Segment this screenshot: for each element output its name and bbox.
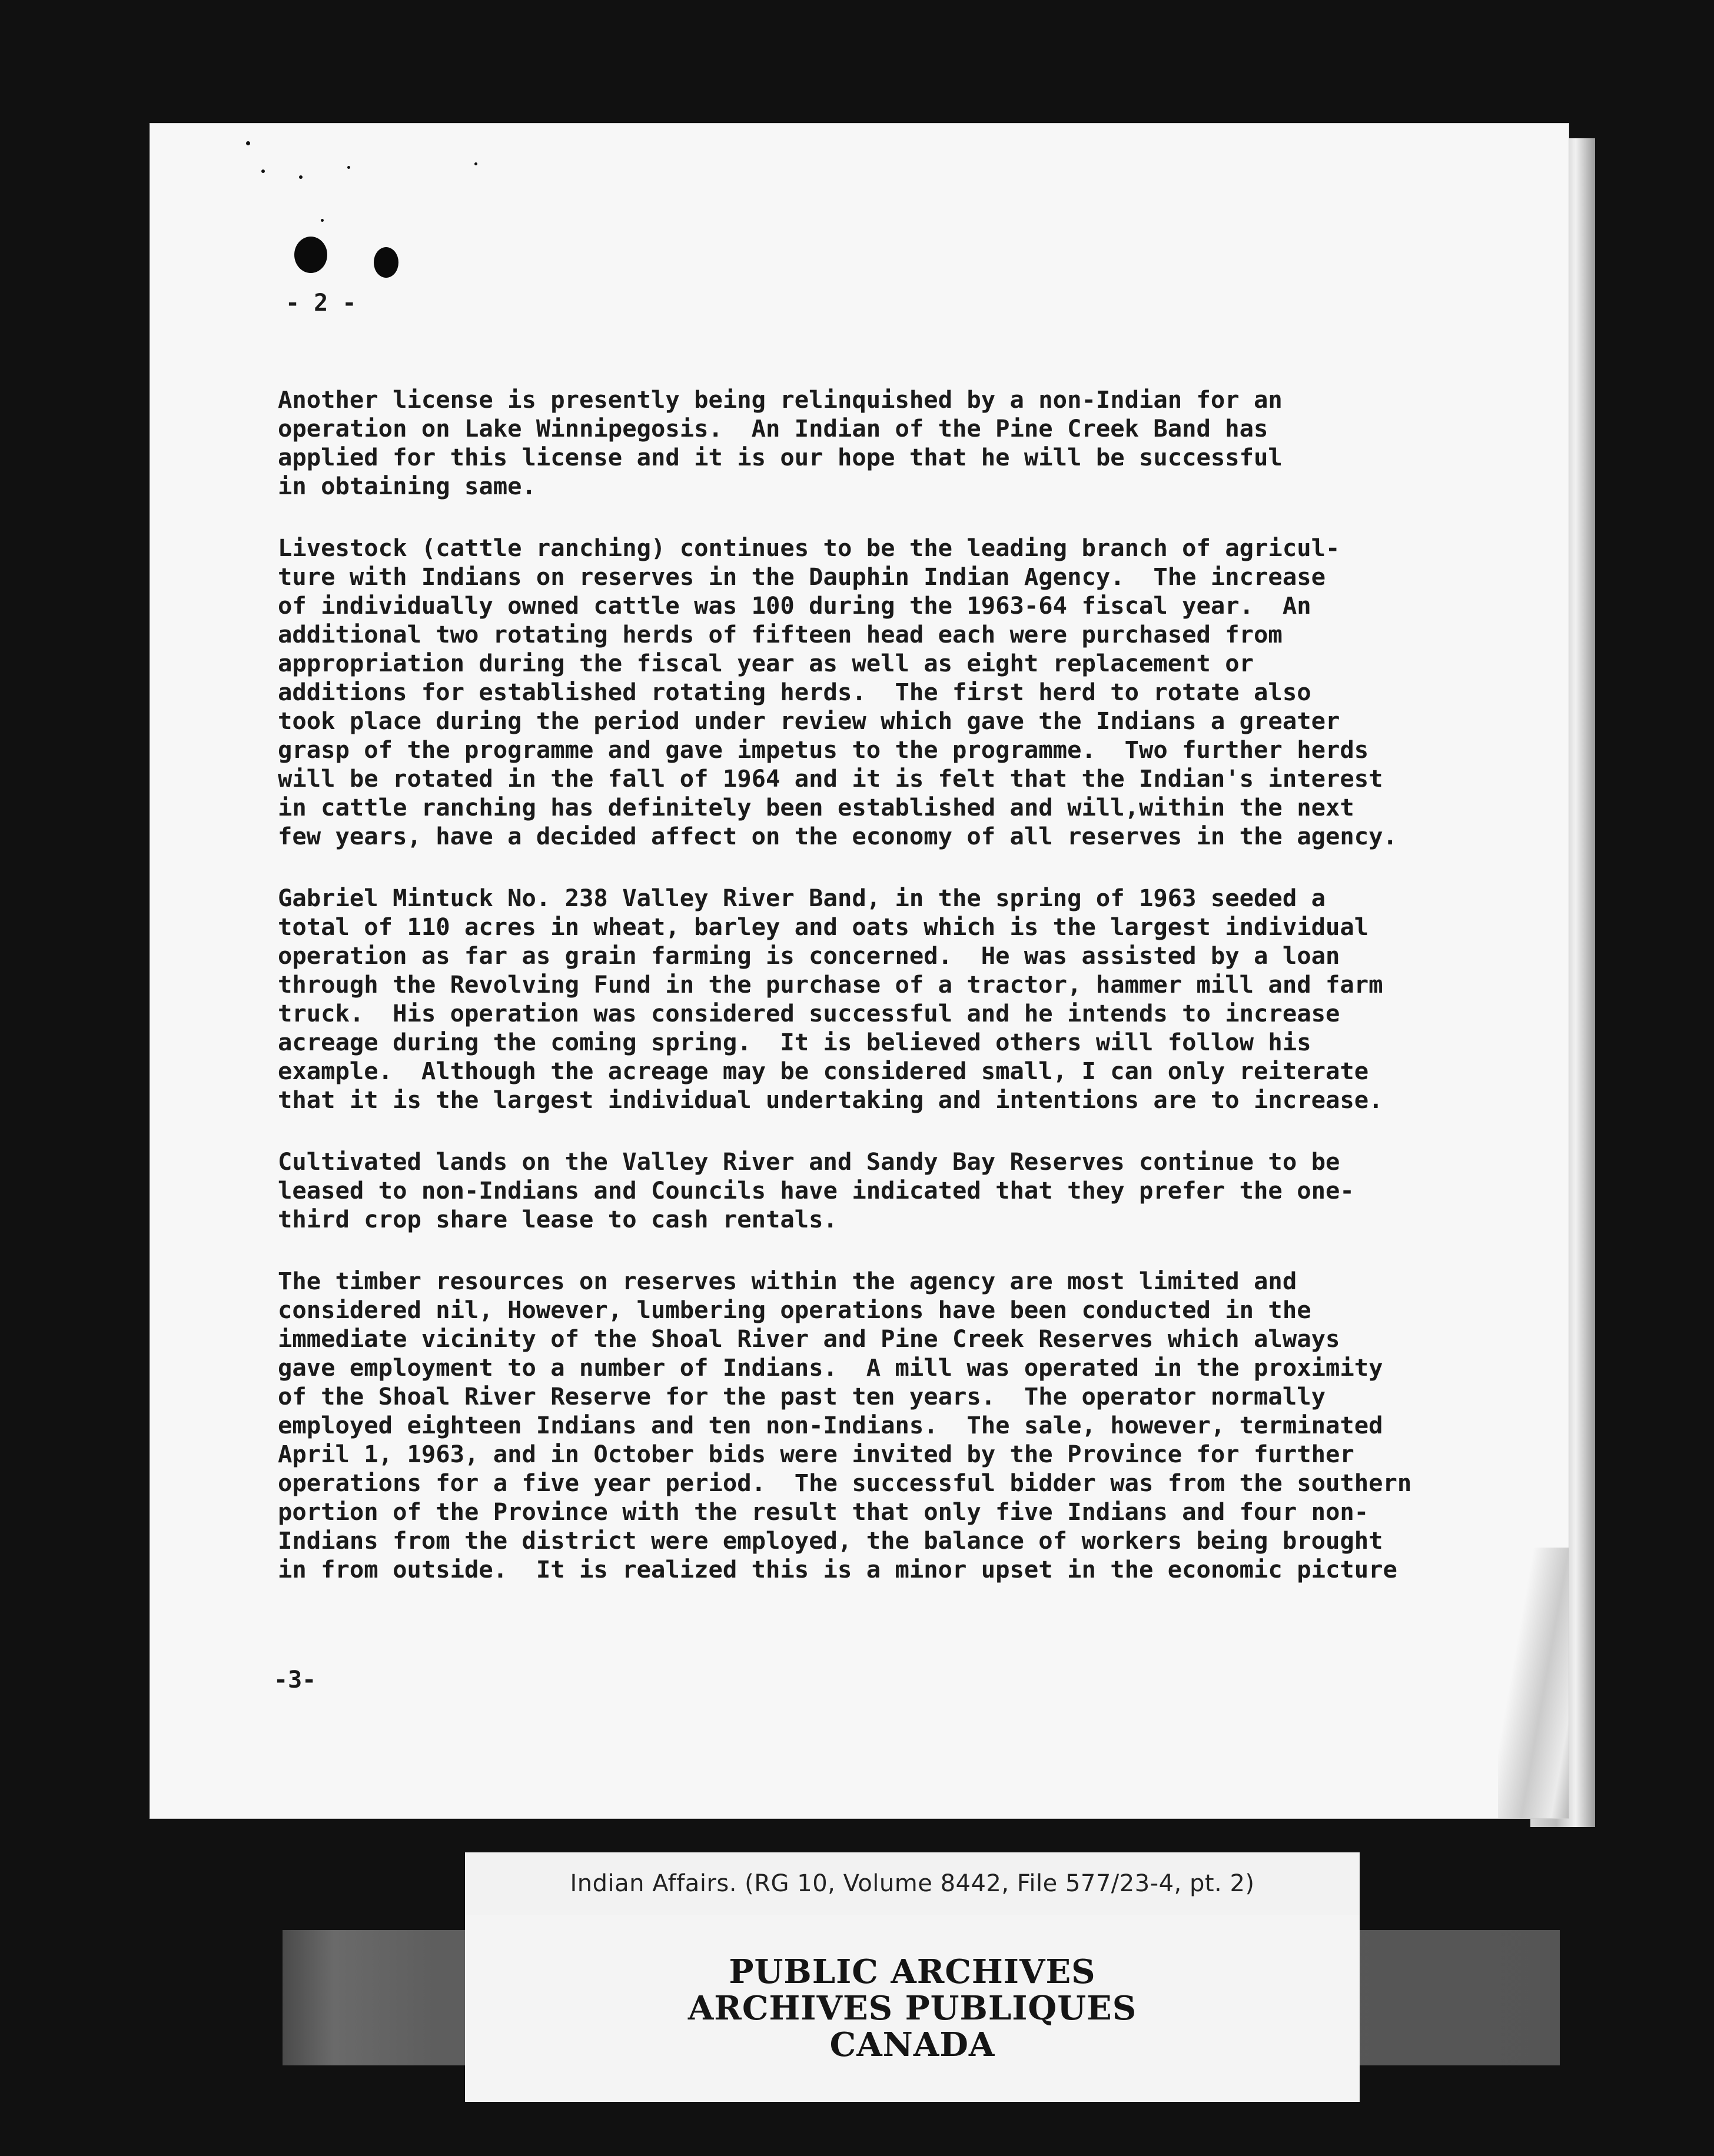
text-line: employed eighteen Indians and ten non-Indians. The sale, however, terminated <box>278 1411 1383 1439</box>
text-line: additional two rotating herds of fifteen head each were purchased from <box>278 620 1283 648</box>
text-line: took place during the period under review which gave the Indians a greater <box>278 707 1340 735</box>
text-line: third crop share lease to cash rentals. <box>278 1205 838 1233</box>
text-line: of the Shoal River Reserve for the past ten years. The operator normally <box>278 1382 1326 1410</box>
text-line: The timber resources on reserves within the agency are most limited and <box>278 1267 1297 1295</box>
text-line: immediate vicinity of the Shoal River and Pine Creek Reserves which always <box>278 1325 1340 1353</box>
text-line: grasp of the programme and gave impetus to the programme. Two further herds <box>278 736 1369 764</box>
punch-hole-left <box>294 237 327 273</box>
document-body <box>278 385 1467 1617</box>
text-line: in cattle ranching has definitely been established and will,within the next <box>278 793 1354 821</box>
reference-label <box>465 1852 1360 1915</box>
archive-stamp-line: PUBLIC ARCHIVES <box>729 1952 1096 1991</box>
dust-speck <box>321 219 324 222</box>
text-line: through the Revolving Fund in the purchase of a tractor, hammer mill and farm <box>278 970 1383 999</box>
text-line: of individually owned cattle was 100 during the 1963-64 fiscal year. An <box>278 591 1311 620</box>
page-number-bottom: -3- <box>274 1666 317 1693</box>
text-line: operation as far as grain farming is concerned. He was assisted by a loan <box>278 941 1340 970</box>
paragraph <box>278 1267 1467 1584</box>
text-line: applied for this license and it is our hope that he will be successful <box>278 443 1283 471</box>
text-line: will be rotated in the fall of 1964 and it is felt that the Indian's interest <box>278 764 1383 793</box>
page-curl-shadow <box>1498 1548 1569 1818</box>
text-line: operation on Lake Winnipegosis. An Indian of the Pine Creek Band has <box>278 414 1268 442</box>
archive-stamp <box>465 1915 1360 2102</box>
text-line: in from outside. It is realized this is a minor upset in the economic picture <box>278 1555 1397 1583</box>
text-line: acreage during the coming spring. It is believed others will follow his <box>278 1028 1311 1056</box>
dust-speck <box>246 141 250 145</box>
paragraph <box>278 1147 1467 1234</box>
paragraph <box>278 385 1467 501</box>
text-line: Gabriel Mintuck No. 238 Valley River Band, in the spring of 1963 seeded a <box>278 884 1326 912</box>
page-number-top: - 2 - <box>285 290 357 317</box>
text-line: few years, have a decided affect on the economy of all reserves in the agency. <box>278 822 1397 850</box>
reference-label-text: Indian Affairs. (RG 10, Volume 8442, File 577/23-4, pt. 2) <box>570 1870 1255 1897</box>
text-line: leased to non-Indians and Councils have indicated that they prefer the one- <box>278 1176 1354 1205</box>
text-line: Livestock (cattle ranching) continues to be the leading branch of agricul- <box>278 534 1340 562</box>
text-line: truck. His operation was considered successful and he intends to increase <box>278 999 1340 1027</box>
dust-speck <box>474 162 477 165</box>
text-line: example. Although the acreage may be considered small, I can only reiterate <box>278 1057 1369 1085</box>
text-line: Cultivated lands on the Valley River and Sandy Bay Reserves continue to be <box>278 1147 1340 1176</box>
text-line: gave employment to a number of Indians. A mill was operated in the proximity <box>278 1353 1383 1382</box>
dust-speck <box>299 175 303 179</box>
dust-speck <box>261 169 265 173</box>
punch-hole-right <box>374 247 398 278</box>
text-line: ture with Indians on reserves in the Dauphin Indian Agency. The increase <box>278 563 1326 591</box>
text-line: total of 110 acres in wheat, barley and oats which is the largest individual <box>278 913 1369 941</box>
text-line: Indians from the district were employed, the balance of workers being brought <box>278 1526 1383 1555</box>
text-line: appropriation during the fiscal year as well as eight replacement or <box>278 649 1254 677</box>
text-line: Another license is presently being relinquished by a non-Indian for an <box>278 385 1283 414</box>
text-line: in obtaining same. <box>278 472 536 500</box>
text-line: that it is the largest individual undertaking and intentions are to increase. <box>278 1086 1383 1114</box>
archive-stamp-line: ARCHIVES PUBLIQUES <box>687 1989 1137 2028</box>
paragraph <box>278 534 1467 851</box>
dust-speck <box>347 166 350 169</box>
text-line: additions for established rotating herds. The first herd to rotate also <box>278 678 1311 706</box>
text-line: April 1, 1963, and in October bids were invited by the Province for further <box>278 1440 1354 1468</box>
archive-stamp-line: CANADA <box>829 2025 995 2064</box>
paragraph <box>278 884 1467 1114</box>
text-line: considered nil, However, lumbering operations have been conducted in the <box>278 1296 1311 1324</box>
text-line: operations for a five year period. The successful bidder was from the southern <box>278 1469 1412 1497</box>
text-line: portion of the Province with the result that only five Indians and four non- <box>278 1498 1369 1526</box>
